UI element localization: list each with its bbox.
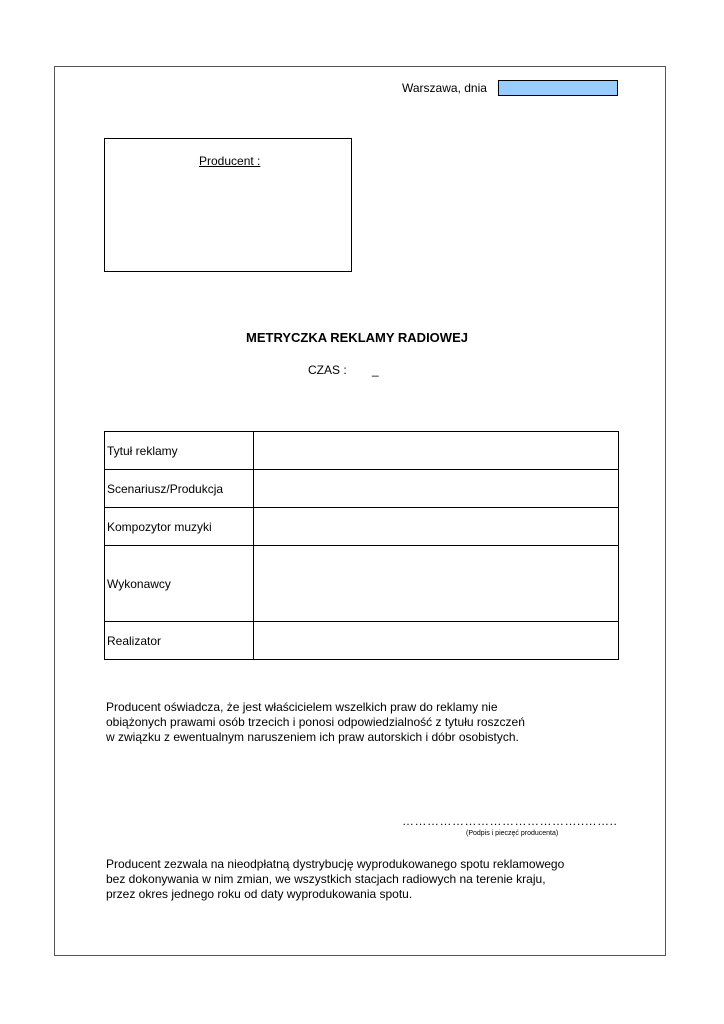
date-field[interactable] <box>498 80 618 96</box>
ad-info-table <box>104 431 619 660</box>
row-label-composer: Kompozytor muzyki <box>105 508 254 546</box>
row-value-composer[interactable] <box>254 508 619 546</box>
row-value-performers[interactable] <box>254 546 619 622</box>
table-row <box>105 432 619 470</box>
rights-statement: Producent oświadcza, że jest właścicielem wszelkich praw do reklamy nie obiążonych prawami osób trzecich i ponosi odpowiedzialność z tytułu roszczeń w związku z ewentualnym naruszeniem ich praw autorskich i dóbr osobistych. <box>106 700 525 744</box>
time-label: CZAS : <box>308 363 347 377</box>
producer-box[interactable] <box>104 138 352 272</box>
producer-label: Producent : <box>199 154 261 168</box>
signature-caption: (Podpis i pieczęć producenta) <box>466 830 559 837</box>
distribution-permission: Producent zezwala na nieodpłatną dystrybucję wyprodukowanego spotu reklamowego bez dokonywania w nim zmian, we wszystkich stacjach radiowych na terenie kraju, przez okres jednego roku od daty wyprodukowania spotu. <box>106 857 565 901</box>
table-row <box>105 546 619 622</box>
row-label-director: Realizator <box>105 622 254 660</box>
table-row <box>105 622 619 660</box>
signature-line: ……………………………………..…….. <box>402 814 618 828</box>
row-label-performers: Wykonawcy <box>105 546 254 622</box>
row-value-director[interactable] <box>254 622 619 660</box>
row-label-script-production: Scenariusz/Produkcja <box>105 470 254 508</box>
table-row <box>105 508 619 546</box>
time-value[interactable]: _ <box>372 363 379 377</box>
row-value-script-production[interactable] <box>254 470 619 508</box>
date-label: Warszawa, dnia <box>402 81 487 95</box>
row-value-title[interactable] <box>254 432 619 470</box>
document-title: METRYCZKA REKLAMY RADIOWEJ <box>246 330 468 345</box>
row-label-title: Tytuł reklamy <box>105 432 254 470</box>
table-row <box>105 470 619 508</box>
